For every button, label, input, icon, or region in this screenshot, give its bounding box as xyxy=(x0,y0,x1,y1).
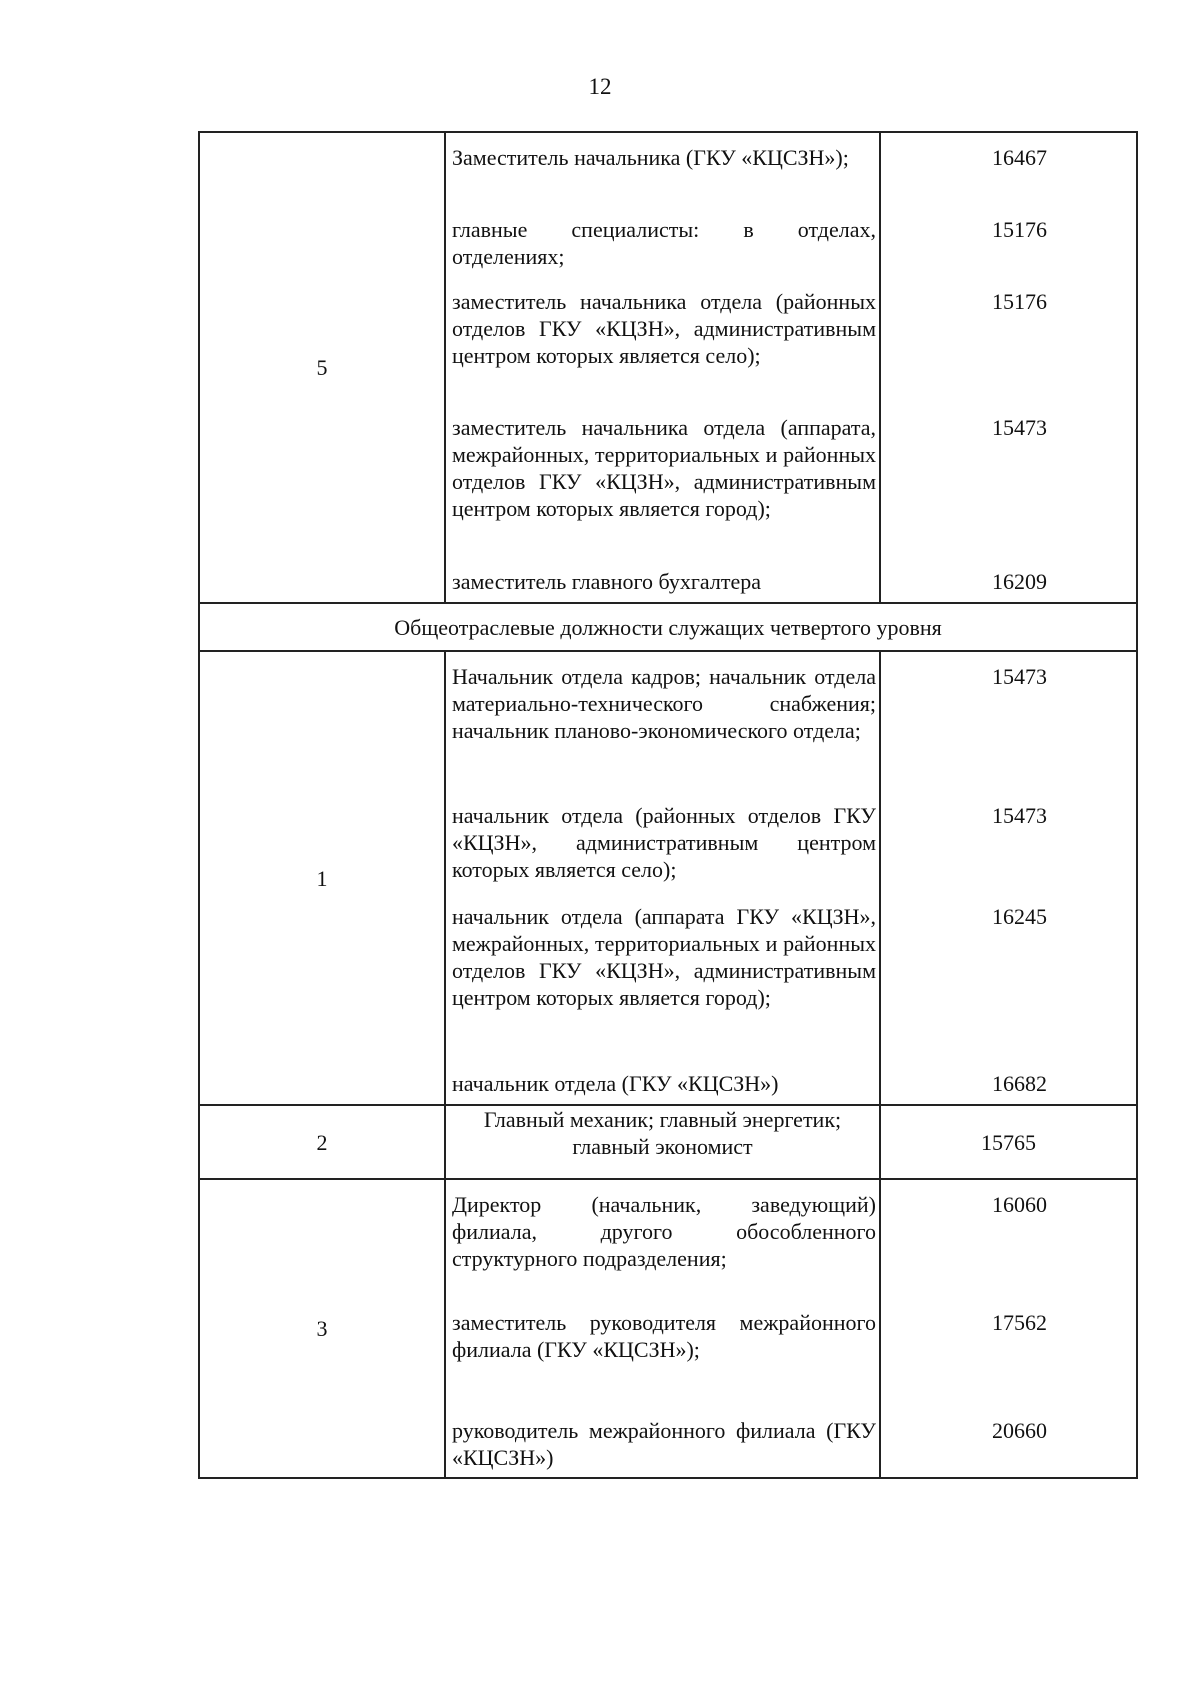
page-number: 12 xyxy=(588,74,612,99)
position-cell xyxy=(445,651,880,1105)
salary-value: 15473 xyxy=(992,415,1047,440)
position-cell xyxy=(445,132,880,603)
salary-value: 16209 xyxy=(992,569,1047,594)
table-row xyxy=(199,132,1137,603)
position-desc: главные специалисты: в отделах, отделениях; xyxy=(452,217,876,269)
section-header: Общеотраслевые должности служащих четвертого уровня xyxy=(199,603,1137,651)
position-desc: заместитель начальника отдела (аппарата, межрайонных, территориальных и районных отделов ГКУ «КЦЗН», административным центром которых является город); xyxy=(452,415,876,521)
section-header-row xyxy=(199,603,1137,651)
position-desc: заместитель начальника отдела (районных отделов ГКУ «КЦЗН», административным центром которых является село); xyxy=(452,289,876,368)
salary-value: 16060 xyxy=(992,1192,1047,1217)
group-number: 3 xyxy=(316,1316,328,1341)
salary-table xyxy=(198,131,1138,1479)
group-number-cell xyxy=(199,1179,445,1478)
position-desc: Начальник отдела кадров; начальник отдела материально-технического снабжения; начальник планово-экономического отдела; xyxy=(452,664,876,743)
position-desc: Директор (начальник, заведующий) филиала, другого обособленного структурного подразделения; xyxy=(452,1192,876,1271)
salary-value: 20660 xyxy=(992,1418,1047,1443)
salary-cell xyxy=(880,132,1137,603)
salary-value: 15176 xyxy=(992,289,1047,314)
position-desc: начальник отдела (аппарата ГКУ «КЦЗН», межрайонных, территориальных и районных отделов ГКУ «КЦЗН», административным центром которых является город); xyxy=(452,904,876,1010)
salary-cell xyxy=(880,651,1137,1105)
salary-value: 16467 xyxy=(992,145,1047,170)
position-desc: начальник отдела (ГКУ «КЦСЗН») xyxy=(452,1071,779,1096)
table-row xyxy=(199,1105,1137,1179)
position-cell xyxy=(445,1179,880,1478)
position-desc: Заместитель начальника (ГКУ «КЦСЗН»); xyxy=(452,145,849,170)
group-number: 2 xyxy=(316,1129,328,1155)
group-number: 1 xyxy=(316,865,328,891)
salary-value: 15176 xyxy=(992,217,1047,242)
group-number-cell xyxy=(199,132,445,603)
table-row xyxy=(199,651,1137,1105)
group-number-cell xyxy=(199,1105,445,1179)
salary-value: 16245 xyxy=(992,904,1047,929)
salary-value: 15765 xyxy=(880,1105,1137,1179)
salary-value: 17562 xyxy=(992,1310,1047,1335)
salary-value: 15473 xyxy=(992,803,1047,828)
position-desc: руководитель межрайонного филиала (ГКУ «КЦСЗН») xyxy=(452,1418,876,1470)
salary-value: 16682 xyxy=(992,1071,1047,1096)
position-desc: заместитель руководителя межрайонного филиала (ГКУ «КЦСЗН»); xyxy=(452,1310,876,1362)
position-desc: заместитель главного бухгалтера xyxy=(452,569,761,594)
group-number-cell xyxy=(199,651,445,1105)
salary-value: 15473 xyxy=(992,664,1047,689)
group-number: 5 xyxy=(316,355,328,380)
position-desc: Главный механик; главный энергетик; главный экономист xyxy=(445,1105,880,1179)
position-desc: начальник отдела (районных отделов ГКУ «КЦЗН», административным центром которых является село); xyxy=(452,803,876,882)
table-row xyxy=(199,1179,1137,1478)
salary-cell xyxy=(880,1179,1137,1478)
